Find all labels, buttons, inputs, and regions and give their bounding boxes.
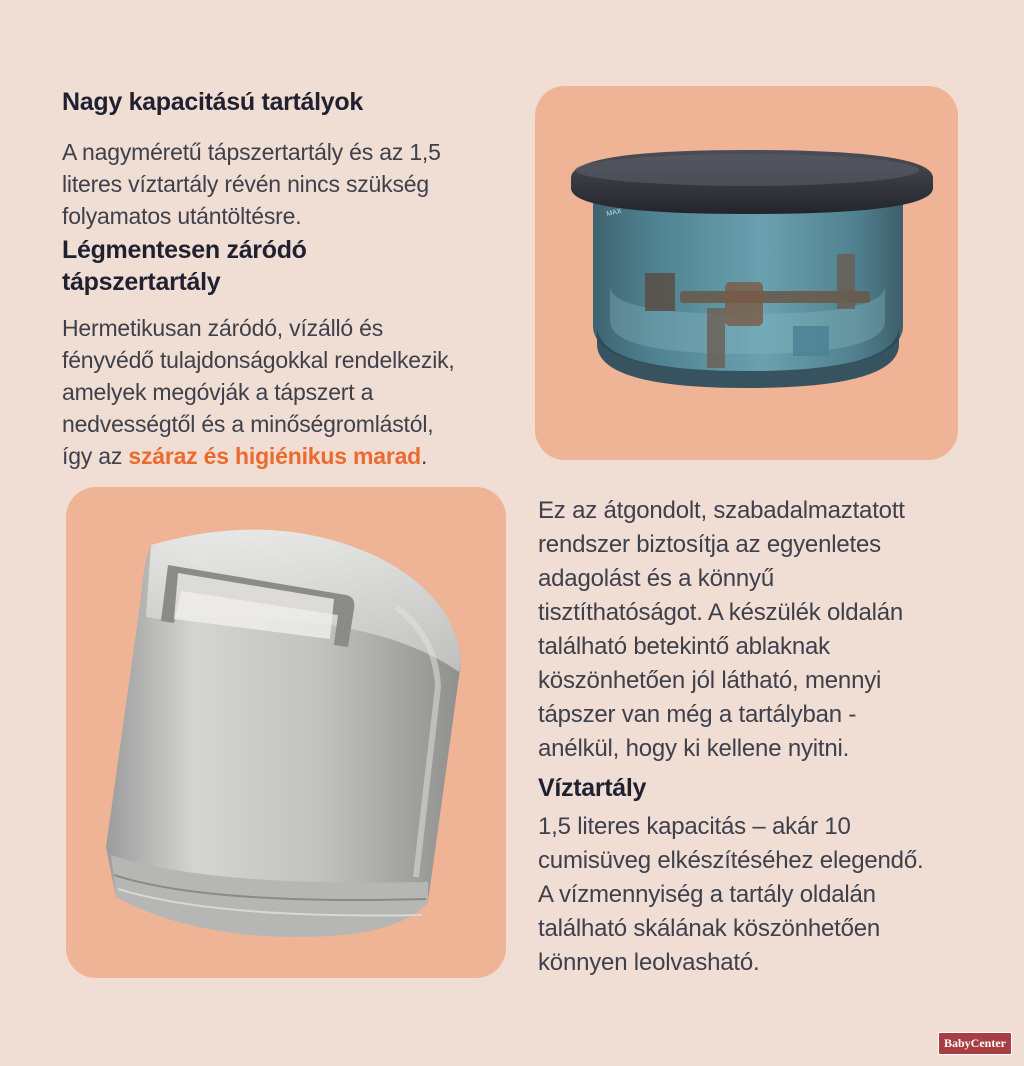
paragraph-line: Hermetikusan záródó, vízálló és	[62, 315, 384, 341]
water-tank-photo	[66, 487, 506, 978]
water-tank-paragraph	[538, 810, 923, 980]
heading-line: tápszertartály	[62, 268, 221, 296]
water-tank-panel	[66, 487, 506, 978]
paragraph-line: rendszer biztosítja az egyenletes	[538, 531, 881, 558]
heading-line: Légmentesen záródó	[62, 236, 307, 264]
paragraph-line: folyamatos utántöltésre.	[62, 203, 302, 229]
paragraph-line: literes víztartály révén nincs szükség	[62, 171, 429, 197]
paragraph-line: tápszer van még a tartályban -	[538, 701, 857, 728]
paragraph-line: adagolást és a könnyű	[538, 565, 774, 592]
formula-container-panel	[535, 86, 958, 460]
line-suffix: .	[421, 443, 428, 469]
paragraph-line: köszönhetően jól látható, mennyi	[538, 667, 882, 694]
paragraph-line: fényvédő tulajdonságokkal rendelkezik,	[62, 347, 455, 373]
highlight-text: száraz és higiénikus marad	[128, 443, 422, 469]
paragraph-line	[62, 440, 455, 472]
paragraph-line: tisztíthatóságot. A készülék oldalán	[538, 599, 904, 626]
paragraph-line: nedvességtől és a minőségromlástól,	[62, 411, 434, 437]
paragraph-line: amelyek megóvják a tápszert a	[62, 379, 374, 405]
max-label: MAX	[605, 207, 623, 218]
paragraph-line: A vízmennyiség a tartály oldalán	[538, 881, 876, 908]
large-capacity-paragraph	[62, 136, 441, 232]
paragraph-line: A nagyméretű tápszertartály és az 1,5	[62, 139, 441, 165]
dosing-system-paragraph	[538, 494, 905, 766]
section-heading-large-capacity: Nagy kapacitású tartályok	[62, 88, 363, 116]
airtight-paragraph	[62, 312, 455, 472]
formula-container-photo	[535, 86, 958, 460]
babycenter-logo: BabyCenter	[938, 1032, 1012, 1055]
paragraph-line: cumisüveg elkészítéséhez elegendő.	[538, 847, 924, 874]
paragraph-line: Ez az átgondolt, szabadalmaztatott	[538, 497, 905, 524]
paragraph-line: található skálának köszönhetően	[538, 915, 881, 942]
paragraph-line: anélkül, hogy ki kellene nyitni.	[538, 735, 850, 762]
paragraph-line: könnyen leolvasható.	[538, 949, 760, 976]
line-prefix: így az	[62, 443, 129, 469]
section-heading-water-tank: Víztartály	[538, 774, 647, 802]
section-heading-airtight-container	[62, 234, 307, 298]
paragraph-line: 1,5 literes kapacitás – akár 10	[538, 813, 851, 840]
paragraph-line: található betekintő ablaknak	[538, 633, 830, 660]
